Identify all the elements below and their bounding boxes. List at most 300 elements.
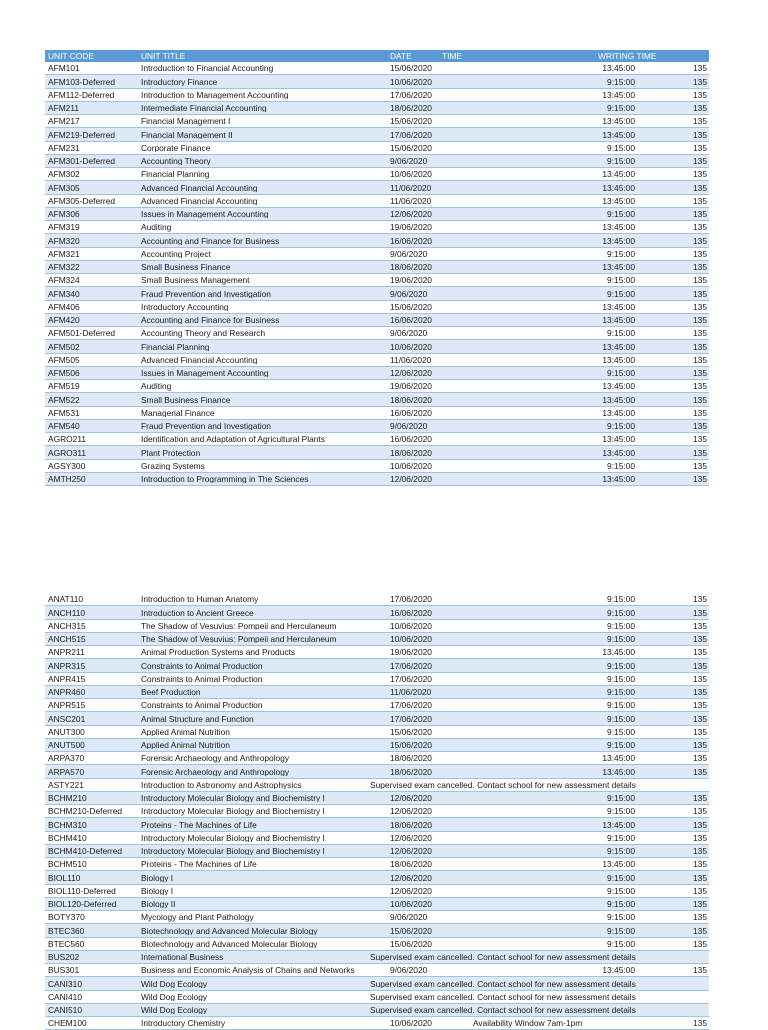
- table-row: [45, 340, 709, 353]
- table-row: [45, 314, 709, 327]
- exam-time: 9:15:00: [607, 847, 635, 856]
- table-row: [45, 885, 709, 898]
- unit-title: Small Business Finance: [141, 395, 231, 404]
- exam-time: 13:45:00: [602, 90, 635, 100]
- exam-date: 19/06/2020: [390, 382, 432, 391]
- unit-title: Introductory Finance: [141, 77, 218, 86]
- exam-date: 15/06/2020: [390, 64, 432, 73]
- unit-title: Constraints to Animal Production: [141, 701, 263, 710]
- exam-date: 12/06/2020: [390, 847, 432, 856]
- writing-time: 135: [693, 847, 707, 856]
- unit-title: The Shadow of Vesuvius: Pompeii and Herculaneum: [141, 621, 337, 631]
- unit-title: Managerial Finance: [141, 408, 215, 418]
- exam-date: 12/06/2020: [390, 873, 432, 882]
- header-writing-time: WRITING TIME: [598, 52, 657, 61]
- exam-date: 19/06/2020: [390, 648, 432, 657]
- exam-time: 9:15:00: [607, 674, 635, 684]
- writing-time: 135: [693, 263, 707, 272]
- exam-time: 13:45:00: [602, 223, 635, 232]
- unit-code: BTEC360: [48, 926, 85, 935]
- writing-time: 135: [693, 157, 707, 166]
- writing-time: 135: [693, 408, 707, 418]
- unit-code: AFM522: [48, 395, 80, 404]
- exam-time: 13:45:00: [602, 754, 635, 763]
- exam-date: 15/06/2020: [390, 143, 432, 153]
- writing-time: 135: [693, 435, 707, 444]
- exam-date: 17/06/2020: [390, 701, 432, 710]
- unit-code: AFM211: [48, 104, 80, 113]
- unit-title: Accounting Theory and Research: [141, 329, 266, 338]
- unit-title: Fraud Prevention and Investigation: [141, 422, 271, 431]
- exam-note: Supervised exam cancelled. Contact school for new assessment details: [370, 1006, 636, 1015]
- exam-time: 13:45:00: [602, 648, 635, 657]
- unit-code: ASTY221: [48, 780, 84, 790]
- exam-date: 17/06/2020: [390, 90, 432, 100]
- exam-time: 9:15:00: [607, 210, 635, 219]
- exam-note: Supervised exam cancelled. Contact school for new assessment details: [370, 953, 636, 962]
- unit-title: Wild Dog Ecology: [141, 1006, 208, 1015]
- table-row: [45, 898, 709, 911]
- exam-date: 9/06/2020: [390, 913, 428, 922]
- table-header: [45, 50, 709, 62]
- exam-time: 13:45:00: [602, 355, 635, 365]
- exam-date: 12/06/2020: [390, 794, 432, 803]
- unit-title: Applied Animal Nutrition: [141, 741, 230, 750]
- exam-time: 9:15:00: [607, 714, 635, 723]
- unit-title: Animal Production Systems and Products: [141, 648, 296, 657]
- exam-time: 9:15:00: [607, 635, 635, 644]
- exam-date: 18/06/2020: [390, 395, 432, 404]
- unit-title: Accounting and Finance for Business: [141, 236, 280, 245]
- exam-date: 18/06/2020: [390, 448, 432, 457]
- unit-code: BIOL110-Deferred: [48, 886, 116, 896]
- header-unit-title: UNIT TITLE: [141, 52, 186, 61]
- writing-time: 135: [693, 820, 707, 829]
- unit-title: Beef Production: [141, 688, 201, 697]
- exam-time: 13:45:00: [602, 117, 635, 126]
- exam-time: 13:45:00: [602, 302, 635, 312]
- unit-code: AFM103-Deferred: [48, 77, 116, 86]
- table-row: [45, 221, 709, 234]
- unit-title: Introductory Molecular Biology and Biochemistry I: [141, 807, 325, 816]
- exam-time: 9:15:00: [607, 727, 635, 737]
- unit-title: Wild Dog Ecology: [141, 992, 208, 1002]
- writing-time: 135: [693, 223, 707, 232]
- unit-code: AGSY300: [48, 461, 86, 471]
- exam-date: 17/06/2020: [390, 661, 432, 670]
- table-row: [45, 646, 709, 659]
- unit-code: AFM321: [48, 249, 80, 259]
- exam-date: 11/06/2020: [390, 688, 432, 697]
- exam-date: 12/06/2020: [390, 475, 432, 484]
- table-row: [45, 1004, 709, 1017]
- table-row: [45, 102, 709, 115]
- table-row: [45, 951, 709, 964]
- exam-time: 13:45:00: [602, 860, 635, 869]
- exam-time: 9:15:00: [607, 873, 635, 882]
- unit-code: AFM540: [48, 422, 80, 431]
- unit-title: Auditing: [141, 382, 172, 391]
- exam-date: 17/06/2020: [390, 714, 432, 723]
- unit-code: CHEM100: [48, 1019, 87, 1028]
- unit-title: Issues in Management Accounting: [141, 210, 269, 219]
- unit-code: AGRO211: [48, 435, 87, 444]
- writing-time: 135: [693, 90, 707, 100]
- table-row: [45, 168, 709, 181]
- exam-time: 9:15:00: [607, 608, 635, 617]
- exam-date: 10/06/2020: [390, 170, 432, 179]
- unit-code: AFM340: [48, 289, 80, 298]
- exam-note: Supervised exam cancelled. Contact school for new assessment details: [370, 992, 636, 1002]
- exam-date: 15/06/2020: [390, 926, 432, 935]
- table-row: [45, 871, 709, 884]
- unit-code: ANCH110: [48, 608, 86, 617]
- table-row: [45, 593, 709, 606]
- exam-time: 13:45:00: [602, 342, 635, 351]
- exam-time: 13:45:00: [602, 820, 635, 829]
- exam-time: 9:15:00: [607, 595, 635, 604]
- unit-code: ANCH315: [48, 621, 86, 631]
- unit-code: AFM506: [48, 369, 80, 378]
- exam-date: 18/06/2020: [390, 860, 432, 869]
- unit-code: AFM301-Deferred: [48, 157, 116, 166]
- writing-time: 135: [693, 807, 707, 816]
- unit-title: Grazing Systems: [141, 461, 205, 471]
- table-row: [45, 287, 709, 300]
- unit-title: Biology II: [141, 900, 176, 909]
- exam-date: 16/06/2020: [390, 316, 432, 325]
- writing-time: 135: [693, 170, 707, 179]
- table-row: [45, 792, 709, 805]
- exam-date: 18/06/2020: [390, 754, 432, 763]
- table-row: [45, 354, 709, 367]
- unit-title: Small Business Finance: [141, 263, 231, 272]
- unit-title: Advanced Financial Accounting: [141, 196, 258, 206]
- unit-title: Introduction to Human Anatomy: [141, 595, 259, 604]
- unit-title: Business and Economic Analysis of Chains and Networks: [141, 966, 355, 975]
- writing-time: 135: [693, 143, 707, 153]
- table-row: [45, 301, 709, 314]
- table-row: [45, 433, 709, 446]
- unit-title: Introductory Chemistry: [141, 1019, 226, 1028]
- unit-code: AFM219-Deferred: [48, 130, 116, 139]
- table-row: [45, 633, 709, 646]
- exam-date: 10/06/2020: [390, 461, 432, 471]
- unit-code: CANI310: [48, 979, 82, 988]
- writing-time: 135: [693, 860, 707, 869]
- writing-time: 135: [693, 355, 707, 365]
- table-row: [45, 739, 709, 752]
- writing-time: 135: [693, 886, 707, 896]
- exam-date: 11/06/2020: [390, 183, 432, 192]
- table-row: [45, 89, 709, 102]
- exam-time: 13:45:00: [602, 448, 635, 457]
- writing-time: 135: [693, 422, 707, 431]
- unit-code: AMTH250: [48, 475, 86, 484]
- exam-date: 19/06/2020: [390, 276, 432, 285]
- table-row: [45, 327, 709, 340]
- exam-note: Supervised exam cancelled. Contact school for new assessment details: [370, 979, 636, 988]
- writing-time: 135: [693, 926, 707, 935]
- unit-code: AFM505: [48, 355, 80, 365]
- exam-date: 19/06/2020: [390, 223, 432, 232]
- unit-title: Biology I: [141, 886, 174, 896]
- exam-time: 9:15:00: [607, 143, 635, 153]
- exam-date: 10/06/2020: [390, 621, 432, 631]
- unit-code: BIOL110: [48, 873, 81, 882]
- unit-code: ANPR211: [48, 648, 85, 657]
- exam-date: 9/06/2020: [390, 966, 428, 975]
- table-row: [45, 473, 709, 486]
- exam-date: 15/06/2020: [390, 939, 432, 949]
- writing-time: 135: [693, 461, 707, 471]
- unit-title: Introductory Molecular Biology and Biochemistry I: [141, 847, 325, 856]
- writing-time: 135: [693, 183, 707, 192]
- exam-time: 13:45:00: [602, 767, 635, 776]
- unit-code: ANPR460: [48, 688, 86, 697]
- exam-date: 18/06/2020: [390, 263, 432, 272]
- unit-title: The Shadow of Vesuvius: Pompeii and Herculaneum: [141, 635, 337, 644]
- unit-code: BTEC560: [48, 939, 85, 949]
- exam-date: 12/06/2020: [390, 210, 432, 219]
- unit-title: Proteins - The Machines of Life: [141, 820, 257, 829]
- unit-title: Proteins - The Machines of Life: [141, 860, 257, 869]
- exam-date: 9/06/2020: [390, 329, 428, 338]
- writing-time: 135: [693, 448, 707, 457]
- writing-time: 135: [693, 276, 707, 285]
- unit-code: AFM322: [48, 263, 80, 272]
- writing-time: 135: [693, 900, 707, 909]
- unit-code: BUS301: [48, 966, 80, 975]
- writing-time: 135: [693, 117, 707, 126]
- exam-time: 9:15:00: [607, 621, 635, 631]
- unit-title: Small Business Management: [141, 276, 250, 285]
- table-row: [45, 858, 709, 871]
- unit-code: AFM324: [48, 276, 80, 285]
- unit-code: ANCH515: [48, 635, 86, 644]
- writing-time: 135: [693, 674, 707, 684]
- exam-time: 9:15:00: [607, 900, 635, 909]
- exam-date: 17/06/2020: [390, 674, 432, 684]
- exam-date: 12/06/2020: [390, 833, 432, 843]
- table-row: [45, 248, 709, 261]
- header-date: DATE: [390, 52, 412, 61]
- unit-code: BIOL120-Deferred: [48, 900, 117, 909]
- unit-title: Wild Dog Ecology: [141, 979, 208, 988]
- unit-code: ARPA570: [48, 767, 85, 776]
- table-row: [45, 911, 709, 924]
- unit-code: AFM112-Deferred: [48, 90, 115, 100]
- unit-title: Applied Animal Nutrition: [141, 727, 230, 737]
- unit-title: Introduction to Ancient Greece: [141, 608, 254, 617]
- writing-time: 135: [693, 939, 707, 949]
- exam-time: 13:45:00: [602, 236, 635, 245]
- exam-timetable-table-2: [45, 593, 709, 1030]
- unit-code: BOTY370: [48, 913, 85, 922]
- unit-code: ANUT300: [48, 727, 85, 737]
- writing-time: 135: [693, 714, 707, 723]
- unit-code: ANUT500: [48, 741, 85, 750]
- unit-title: Constraints to Animal Production: [141, 661, 263, 670]
- writing-time: 135: [693, 316, 707, 325]
- writing-time: 135: [693, 595, 707, 604]
- table-row: [45, 261, 709, 274]
- exam-time: 9:15:00: [607, 741, 635, 750]
- exam-time: 13:45:00: [602, 130, 635, 139]
- unit-title: Introduction to Programming in The Sciences: [141, 475, 309, 484]
- exam-date: 10/06/2020: [390, 635, 432, 644]
- table-row: [45, 964, 709, 977]
- table-row: [45, 832, 709, 845]
- exam-date: 16/06/2020: [390, 408, 432, 418]
- table-row: [45, 699, 709, 712]
- exam-time: 9:15:00: [607, 249, 635, 259]
- unit-title: Constraints to Animal Production: [141, 674, 263, 684]
- exam-date: 9/06/2020: [390, 157, 428, 166]
- table-row: [45, 938, 709, 951]
- exam-date: 16/06/2020: [390, 435, 432, 444]
- table-row: [45, 460, 709, 473]
- exam-time: 13:45:00: [602, 263, 635, 272]
- unit-title: Introductory Molecular Biology and Biochemistry I: [141, 833, 325, 843]
- exam-date: 12/06/2020: [390, 369, 432, 378]
- exam-time: 9:15:00: [607, 688, 635, 697]
- unit-code: ANAT110: [48, 595, 84, 604]
- availability-window: Availability Window 7am-1pm: [473, 1019, 583, 1028]
- unit-code: AFM406: [48, 302, 80, 312]
- table-row: [45, 606, 709, 619]
- exam-note: Supervised exam cancelled. Contact school for new assessment details: [370, 780, 636, 790]
- unit-title: Financial Planning: [141, 342, 210, 351]
- exam-date: 17/06/2020: [390, 595, 432, 604]
- writing-time: 135: [693, 382, 707, 391]
- table-row: [45, 977, 709, 990]
- unit-code: AFM302: [48, 170, 80, 179]
- unit-title: Accounting and Finance for Business: [141, 316, 280, 325]
- exam-date: 18/06/2020: [390, 767, 432, 776]
- writing-time: 135: [693, 688, 707, 697]
- unit-title: Forensic Archaeology and Anthropology: [141, 767, 290, 776]
- exam-date: 10/06/2020: [390, 900, 432, 909]
- table-row: [45, 128, 709, 141]
- unit-title: Plant Protection: [141, 448, 201, 457]
- unit-code: AFM502: [48, 342, 80, 351]
- unit-code: BCHM210: [48, 794, 87, 803]
- writing-time: 135: [693, 727, 707, 737]
- exam-date: 10/06/2020: [390, 1019, 432, 1028]
- exam-date: 11/06/2020: [390, 355, 432, 365]
- unit-code: ANPR415: [48, 674, 86, 684]
- unit-code: AFM306: [48, 210, 80, 219]
- exam-time: 9:15:00: [607, 369, 635, 378]
- unit-title: International Business: [141, 953, 224, 962]
- exam-date: 15/06/2020: [390, 302, 432, 312]
- writing-time: 135: [693, 210, 707, 219]
- table-row: [45, 686, 709, 699]
- writing-time: 135: [693, 196, 707, 206]
- table-row: [45, 195, 709, 208]
- writing-time: 135: [693, 873, 707, 882]
- exam-time: 9:15:00: [607, 886, 635, 896]
- unit-code: AFM305-Deferred: [48, 196, 116, 206]
- exam-time: 9:15:00: [607, 276, 635, 285]
- unit-title: Biology I: [141, 873, 174, 882]
- table-row: [45, 752, 709, 765]
- unit-code: AFM231: [48, 143, 80, 153]
- writing-time: 135: [693, 77, 707, 86]
- unit-code: BCHM410: [48, 833, 87, 843]
- exam-time: 13:45:00: [602, 395, 635, 404]
- unit-code: AFM101: [48, 64, 80, 73]
- exam-date: 15/06/2020: [390, 741, 432, 750]
- unit-code: ARPA370: [48, 754, 85, 763]
- writing-time: 135: [693, 395, 707, 404]
- exam-date: 9/06/2020: [390, 289, 428, 298]
- exam-date: 16/06/2020: [390, 236, 432, 245]
- unit-code: BCHM410-Deferred: [48, 847, 123, 856]
- table-row: [45, 620, 709, 633]
- writing-time: 135: [693, 794, 707, 803]
- exam-date: 15/06/2020: [390, 117, 432, 126]
- unit-title: Introduction to Management Accounting: [141, 90, 289, 100]
- exam-time: 9:15:00: [607, 913, 635, 922]
- exam-date: 12/06/2020: [390, 807, 432, 816]
- writing-time: 135: [693, 913, 707, 922]
- writing-time: 135: [693, 966, 707, 975]
- writing-time: 135: [693, 608, 707, 617]
- unit-title: Accounting Theory: [141, 157, 211, 166]
- exam-time: 13:45:00: [602, 183, 635, 192]
- unit-title: Introductory Molecular Biology and Biochemistry I: [141, 794, 325, 803]
- table-row: [45, 659, 709, 672]
- unit-title: Issues in Management Accounting: [141, 369, 269, 378]
- unit-code: AFM217: [48, 117, 80, 126]
- unit-title: Animal Structure and Function: [141, 714, 254, 723]
- exam-date: 18/06/2020: [390, 820, 432, 829]
- exam-date: 16/06/2020: [390, 608, 432, 617]
- unit-code: AFM531: [48, 408, 80, 418]
- unit-code: CANI410: [48, 992, 82, 1002]
- unit-code: AGRO311: [48, 448, 87, 457]
- exam-time: 13:45:00: [602, 64, 635, 73]
- writing-time: 135: [693, 701, 707, 710]
- exam-time: 9:15:00: [607, 104, 635, 113]
- unit-code: BUS202: [48, 953, 80, 962]
- writing-time: 135: [693, 104, 707, 113]
- exam-time: 9:15:00: [607, 422, 635, 431]
- table-row: [45, 393, 709, 406]
- table-row: [45, 115, 709, 128]
- unit-code: AFM305: [48, 183, 80, 192]
- exam-date: 10/06/2020: [390, 77, 432, 86]
- unit-title: Advanced Financial Accounting: [141, 355, 258, 365]
- unit-code: AFM320: [48, 236, 80, 245]
- writing-time: 135: [693, 648, 707, 657]
- exam-date: 18/06/2020: [390, 104, 432, 113]
- exam-time: 9:15:00: [607, 289, 635, 298]
- unit-title: Financial Management II: [141, 130, 233, 139]
- exam-time: 13:45:00: [602, 408, 635, 418]
- writing-time: 135: [693, 767, 707, 776]
- writing-time: 135: [693, 342, 707, 351]
- table-row: [45, 181, 709, 194]
- unit-code: BCHM510: [48, 860, 87, 869]
- unit-code: AFM501-Deferred: [48, 329, 116, 338]
- exam-time: 13:45:00: [602, 196, 635, 206]
- writing-time: 135: [693, 833, 707, 843]
- table-row: [45, 673, 709, 686]
- table-row: [45, 845, 709, 858]
